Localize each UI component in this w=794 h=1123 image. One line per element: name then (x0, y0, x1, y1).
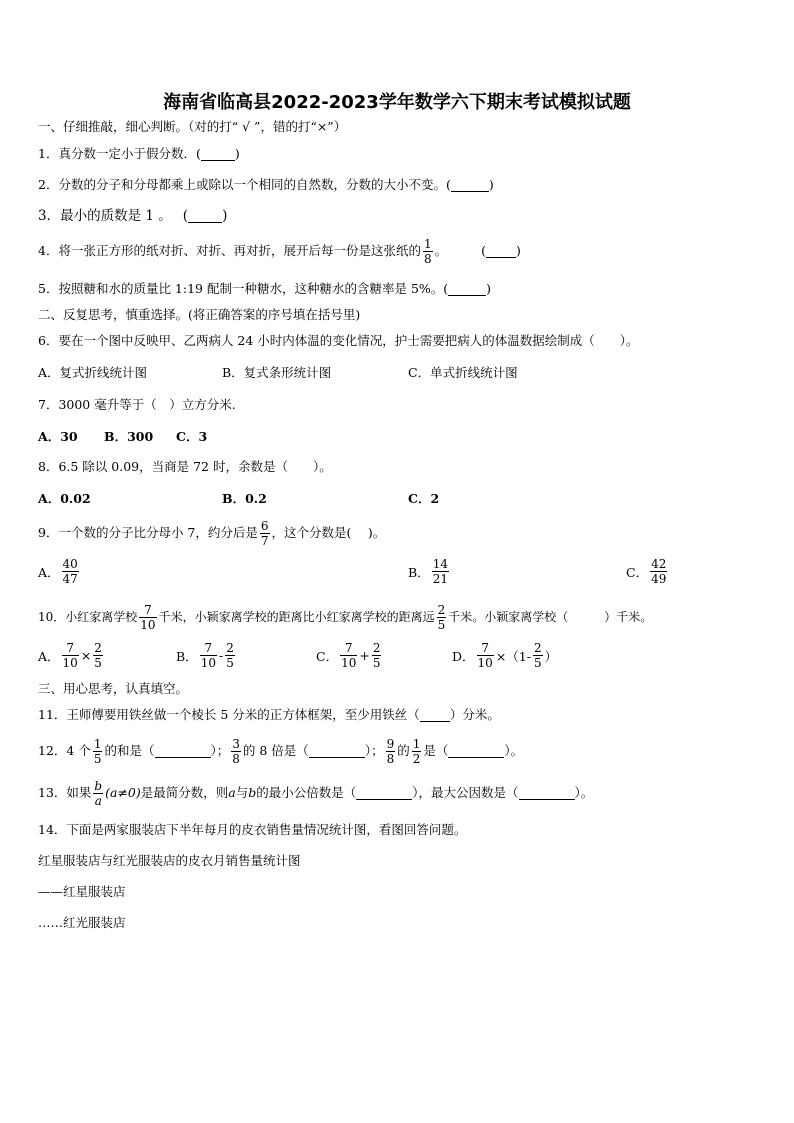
option-d[interactable]: D． $\frac{7}{10}$ ×（1- $\frac{2}{5}$ ） (452, 641, 558, 670)
page-title: 海南省临高县2022-2023学年数学六下期末考试模拟试题 (163, 92, 631, 113)
chart-title: 红星服装店与红光服装店的皮衣月销售量统计图 (38, 853, 301, 868)
question-8: 8． 6.5 除以 0.09，当商是 72 时，余数是（ ）。 (38, 459, 332, 474)
fraction: $\frac{40}{47}$ (62, 557, 78, 586)
fraction: $\frac{14}{21}$ (432, 557, 448, 586)
option-b[interactable]: B．0.2 (222, 491, 267, 506)
fraction: $\frac{2}{5}$ (437, 602, 446, 632)
question-10: 10． 小红家离学校 $\frac{7}{10}$ 千米，小颖家离学校的距离比小红家离学校的距离远 $\frac{2}{5}$ 千米。小颖家离学校（ ）千米。 (38, 602, 653, 632)
question-3: 3． 最小的质数是 1 。 ( ) (38, 208, 228, 224)
question-12: 12． 4 个 $\frac{1}{5}$ 的和是（ ）； $\frac{3}{8}$ 的 8 倍是（ ）； $\frac{9}{8}$ 的 $\frac{1}{2}$ 是（ ）。 (38, 736, 524, 766)
section-2-heading: 二、反复思考，慎重选择。(将正确答案的序号填在括号里) (38, 307, 361, 322)
question-text: 真分数一定小于假分数．( (58, 146, 201, 161)
question-9: 9． 一个数的分子比分母小 7，约分后是 $\frac{6}{7}$ ，这个分数是( )。 (38, 518, 386, 548)
option-c[interactable]: C． $\frac{7}{10}$ + $\frac{2}{5}$ (316, 641, 381, 670)
fraction: $\frac{1}{8}$ (423, 236, 432, 266)
question-6: 6． 要在一个图中反映甲、乙两病人 24 小时内体温的变化情况，护士需要把病人的体温数据绘制成（ ）。 (38, 333, 639, 348)
fraction: $\frac{7}{10}$ (140, 602, 156, 632)
option-c[interactable]: C．2 (408, 491, 440, 506)
question-2: 2． 分数的分子和分母都乘上或除以一个相同的自然数，分数的大小不变。( ) (38, 177, 494, 192)
answer-blank[interactable] (201, 147, 235, 161)
option-b[interactable]: B．复式条形统计图 (222, 365, 332, 380)
answer-blank[interactable] (519, 786, 575, 800)
answer-blank[interactable] (448, 282, 486, 296)
option-a[interactable]: A．复式折线统计图 (38, 365, 148, 380)
legend-entry-hongguang: ……红光服装店 (38, 915, 126, 930)
answer-blank[interactable] (448, 744, 504, 758)
answer-blank[interactable] (155, 744, 211, 758)
option-c[interactable]: C． $\frac{42}{49}$ (626, 557, 667, 586)
question-7: 7． 3000 毫升等于（ ）立方分米. (38, 397, 236, 412)
section-1-heading: 一、仔细推敲，细心判断。（对的打“ √ ”，错的打“×”） (38, 119, 347, 134)
option-b[interactable]: B． $\frac{7}{10}$ - $\frac{2}{5}$ (176, 641, 234, 670)
question-5: 5． 按照糖和水的质量比 1:19 配制一种糖水，这种糖水的含糖率是 5%。( ) (38, 281, 492, 296)
option-a[interactable]: A． $\frac{40}{47}$ (38, 557, 78, 586)
option-b[interactable]: B．300 (104, 429, 154, 444)
answer-blank[interactable] (356, 786, 412, 800)
option-c[interactable]: C．3 (176, 429, 208, 444)
question-11: 11． 王师傅要用铁丝做一个棱长 5 分米的正方体框架，至少用铁丝（ ）分米。 (38, 707, 500, 722)
question-14: 14． 下面是两家服装店下半年每月的皮衣销售量情况统计图，看图回答问题。 (38, 822, 467, 837)
legend-entry-hongxing: ——红星服装店 (38, 884, 126, 899)
option-c[interactable]: C．单式折线统计图 (408, 365, 518, 380)
question-1: 1． 真分数一定小于假分数．( ) (38, 146, 240, 161)
option-a[interactable]: A．0.02 (38, 491, 91, 506)
option-a[interactable]: A．30 (38, 429, 78, 444)
fraction: $\frac{6}{7}$ (260, 518, 269, 548)
question-number: 1． (38, 146, 59, 161)
fraction: $\frac{42}{49}$ (651, 557, 667, 586)
answer-blank[interactable] (309, 744, 365, 758)
question-4: 4． 将一张正方形的纸对折、对折、再对折，展开后每一份是这张纸的 $\frac{1}{8}$ 。 ( ) (38, 236, 521, 266)
question-13: 13． 如果 $\frac{b}{a}$ (a≠0) 是最简分数，则 a 与 b 的最小公倍数是（ ），最大公因数是（ ）。 (38, 778, 594, 808)
answer-blank[interactable] (486, 244, 516, 258)
section-3-heading: 三、用心思考，认真填空。 (38, 681, 189, 696)
answer-blank[interactable] (188, 209, 222, 223)
option-b[interactable]: B． $\frac{14}{21}$ (408, 557, 448, 586)
answer-blank[interactable] (420, 708, 450, 722)
answer-blank[interactable] (451, 178, 489, 192)
option-a[interactable]: A． $\frac{7}{10}$ × $\frac{2}{5}$ (38, 641, 102, 670)
